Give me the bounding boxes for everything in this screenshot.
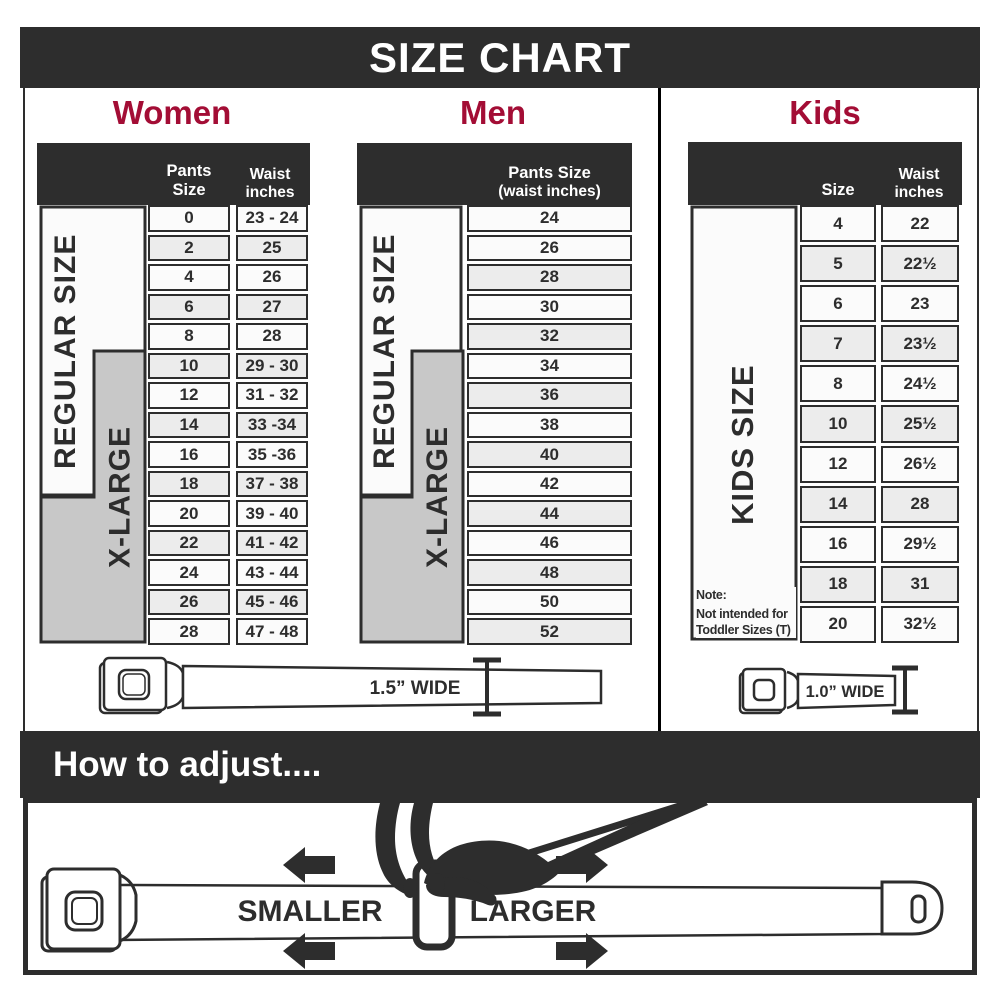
waist-cell: 45 - 46 [236, 589, 308, 616]
waist-cell: 43 - 44 [236, 559, 308, 586]
kids-size-cell: 4 [800, 205, 876, 242]
kids-size-cell: 18 [800, 566, 876, 603]
table-row [148, 559, 310, 586]
table-row [467, 412, 632, 439]
kids-size-cell: 16 [800, 526, 876, 563]
men-table [357, 143, 632, 645]
seatbelt-buckle-icon [740, 669, 798, 713]
kids-table [688, 142, 962, 643]
table-row [800, 285, 962, 322]
men-regular-size-label: REGULAR SIZE [368, 233, 401, 469]
table-row [148, 353, 310, 380]
table-row [467, 589, 632, 616]
table-row [467, 294, 632, 321]
table-row [148, 500, 310, 527]
table-row [467, 382, 632, 409]
kids-table-header [688, 142, 962, 205]
men-table-header [357, 143, 632, 205]
kids-size-cell: 6 [800, 285, 876, 322]
kids-waist-cell: 29½ [881, 526, 959, 563]
table-row [467, 471, 632, 498]
kids-waist-cell: 28 [881, 486, 959, 523]
table-row [800, 365, 962, 402]
table-row [467, 323, 632, 350]
table-row [148, 205, 310, 232]
kids-size-category-label [688, 205, 800, 643]
women-table [37, 143, 310, 645]
men-size-category-labels [357, 205, 467, 645]
pants-size-cell: 50 [467, 589, 632, 616]
arrow-left-icon [283, 847, 335, 883]
pants-size-cell: 14 [148, 412, 230, 439]
pants-size-cell: 36 [467, 382, 632, 409]
table-row [467, 235, 632, 262]
men-heading: Men [460, 94, 526, 131]
table-row [800, 446, 962, 483]
adjust-heading: How to adjust.... [53, 744, 322, 784]
pants-size-cell: 24 [148, 559, 230, 586]
pants-size-cell: 16 [148, 441, 230, 468]
larger-label: LARGER [469, 895, 597, 928]
pants-size-cell: 28 [148, 618, 230, 645]
pants-size-cell: 48 [467, 559, 632, 586]
pants-size-cell: 44 [467, 500, 632, 527]
section-divider [658, 88, 661, 731]
kids-belt-illustration [735, 656, 935, 718]
waist-cell: 47 - 48 [236, 618, 308, 645]
kids-size-cell: 12 [800, 446, 876, 483]
pants-size-cell: 4 [148, 264, 230, 291]
kids-size-cell: 5 [800, 245, 876, 282]
men-xlarge-label: X-LARGE [421, 426, 454, 569]
kids-size-cell: 8 [800, 365, 876, 402]
kids-size-cell: 10 [800, 405, 876, 442]
pants-size-cell: 26 [148, 589, 230, 616]
women-size-category-labels [37, 205, 148, 645]
table-row [467, 353, 632, 380]
waist-cell: 23 - 24 [236, 205, 308, 232]
kids-belt-width-label: 1.0” WIDE [805, 683, 885, 701]
waist-cell: 31 - 32 [236, 382, 308, 409]
kids-heading: Kids [789, 94, 861, 131]
arrow-right-icon [556, 933, 608, 969]
kids-waist-cell: 22½ [881, 245, 959, 282]
men-rows [467, 205, 632, 645]
table-row [800, 526, 962, 563]
table-row [800, 606, 962, 643]
table-row [800, 486, 962, 523]
pants-size-cell: 0 [148, 205, 230, 232]
kids-size-col-header: Size [821, 180, 855, 199]
pants-size-cell: 40 [467, 441, 632, 468]
adjust-band [20, 731, 980, 798]
kids-note: Note: Not intended for Toddler Sizes (T) [696, 587, 796, 638]
women-heading: Women [112, 94, 232, 131]
adult-belt-illustration [95, 649, 615, 721]
title-band [20, 27, 980, 88]
waist-cell: 41 - 42 [236, 530, 308, 557]
adult-belt-width-label: 1.5” WIDE [369, 678, 461, 699]
table-row [800, 245, 962, 282]
table-row [467, 500, 632, 527]
kids-waist-cell: 25½ [881, 405, 959, 442]
table-row [148, 235, 310, 262]
table-row [800, 325, 962, 362]
table-row [467, 205, 632, 232]
table-row [148, 264, 310, 291]
kids-waist-col-header: Waist inches [894, 166, 944, 201]
pants-size-cell: 10 [148, 353, 230, 380]
kids-waist-cell: 32½ [881, 606, 959, 643]
pants-size-cell: 2 [148, 235, 230, 262]
pants-size-cell: 34 [467, 353, 632, 380]
pants-size-cell: 32 [467, 323, 632, 350]
women-regular-size-label: REGULAR SIZE [49, 233, 82, 469]
pants-size-cell: 6 [148, 294, 230, 321]
kids-waist-cell: 26½ [881, 446, 959, 483]
table-row [467, 264, 632, 291]
women-rows [148, 205, 310, 645]
women-waist-col-header: Waist inches [245, 166, 295, 201]
women-size-col-header: Pants Size [166, 162, 212, 199]
page-title: SIZE CHART [369, 33, 631, 81]
table-row [148, 323, 310, 350]
waist-cell: 33 -34 [236, 412, 308, 439]
pants-size-cell: 24 [467, 205, 632, 232]
table-row [467, 559, 632, 586]
pants-size-cell: 46 [467, 530, 632, 557]
waist-cell: 27 [236, 294, 308, 321]
waist-cell: 37 - 38 [236, 471, 308, 498]
pants-size-cell: 8 [148, 323, 230, 350]
pants-size-cell: 20 [148, 500, 230, 527]
pants-size-cell: 18 [148, 471, 230, 498]
table-row [467, 618, 632, 645]
belt-tip-icon [882, 882, 942, 934]
pants-size-cell: 38 [467, 412, 632, 439]
smaller-label: SMALLER [237, 895, 383, 928]
pants-size-cell: 26 [467, 235, 632, 262]
kids-waist-cell: 22 [881, 205, 959, 242]
kids-size-cell: 14 [800, 486, 876, 523]
adjust-illustration [28, 803, 972, 970]
table-row [148, 382, 310, 409]
kids-size-cell: 7 [800, 325, 876, 362]
table-row [148, 441, 310, 468]
waist-cell: 35 -36 [236, 441, 308, 468]
waist-cell: 29 - 30 [236, 353, 308, 380]
table-row [467, 530, 632, 557]
pants-size-cell: 22 [148, 530, 230, 557]
table-row [467, 441, 632, 468]
women-xlarge-label: X-LARGE [103, 426, 137, 569]
pants-size-cell: 30 [467, 294, 632, 321]
kids-size-label: KIDS SIZE [725, 364, 760, 526]
table-row [148, 294, 310, 321]
seatbelt-buckle-icon [100, 658, 183, 713]
table-row [148, 530, 310, 557]
kids-waist-cell: 31 [881, 566, 959, 603]
table-row [800, 205, 962, 242]
waist-cell: 28 [236, 323, 308, 350]
table-row [148, 589, 310, 616]
table-row [800, 405, 962, 442]
waist-cell: 25 [236, 235, 308, 262]
men-col-header: Pants Size (waist inches) [498, 164, 601, 200]
kids-size-cell: 20 [800, 606, 876, 643]
kids-rows [800, 205, 962, 643]
table-row [148, 412, 310, 439]
waist-cell: 39 - 40 [236, 500, 308, 527]
kids-waist-cell: 23 [881, 285, 959, 322]
pants-size-cell: 12 [148, 382, 230, 409]
pants-size-cell: 52 [467, 618, 632, 645]
kids-waist-cell: 24½ [881, 365, 959, 402]
table-row [800, 566, 962, 603]
pants-size-cell: 28 [467, 264, 632, 291]
women-table-header [37, 143, 310, 205]
kids-waist-cell: 23½ [881, 325, 959, 362]
adjust-illustration-box [23, 798, 977, 975]
table-row [148, 471, 310, 498]
table-row [148, 618, 310, 645]
waist-cell: 26 [236, 264, 308, 291]
pants-size-cell: 42 [467, 471, 632, 498]
